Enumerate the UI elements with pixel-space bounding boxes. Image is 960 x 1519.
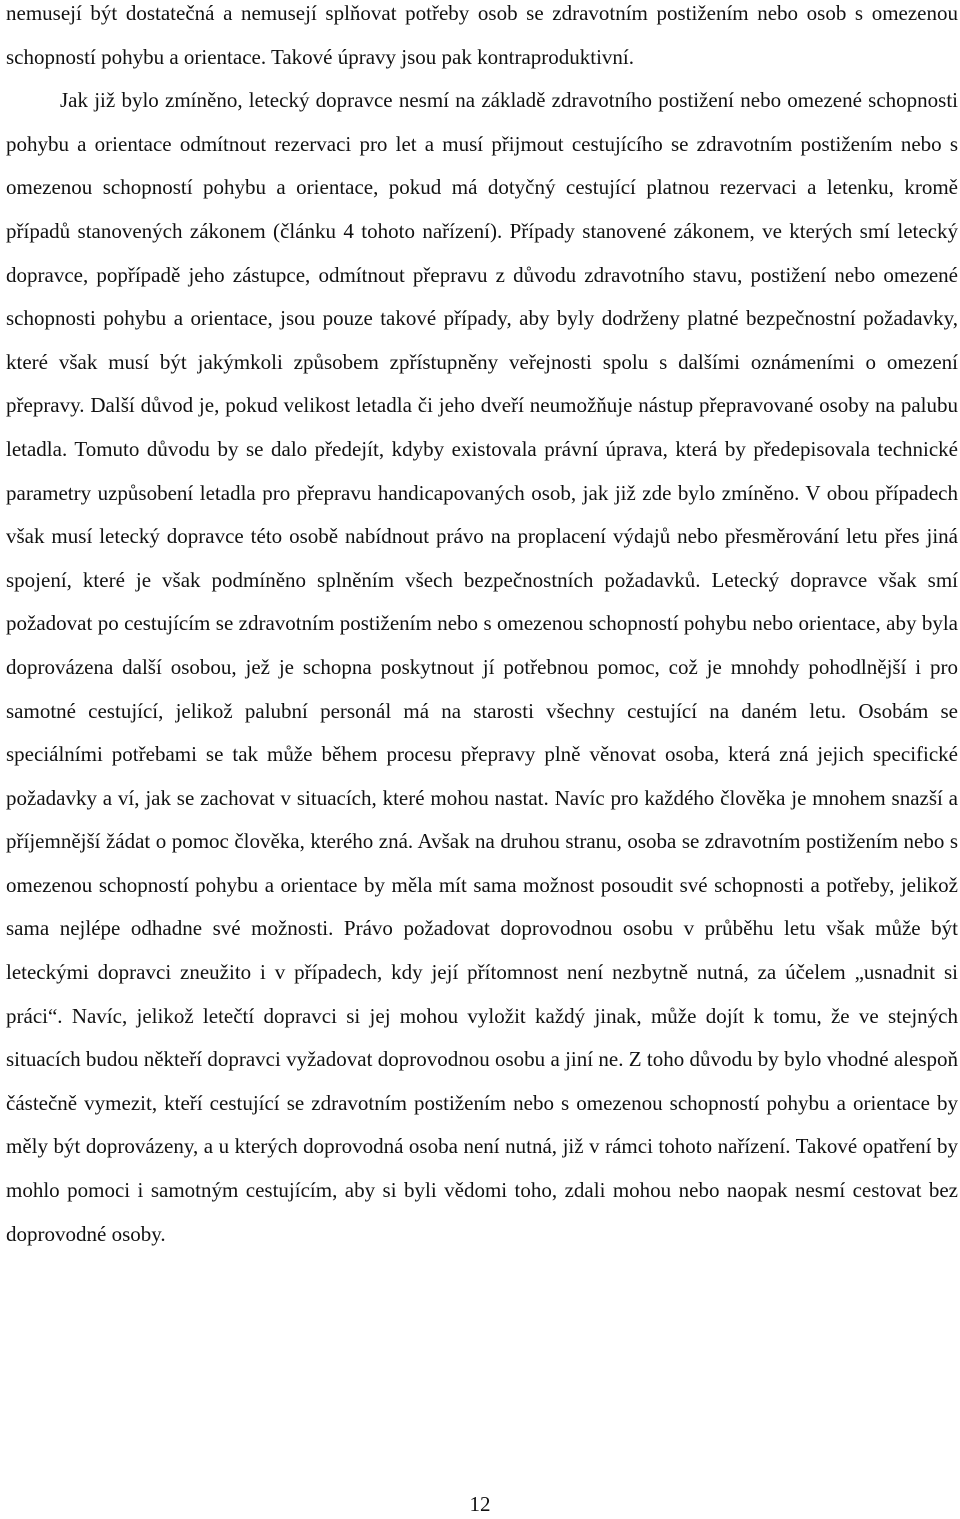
paragraph-main: Jak již bylo zmíněno, letecký dopravce nesmí na základě zdravotního postižení nebo omezené schopnosti pohybu a orientace odmítnout rezervaci pro let a musí přijmout cestujícího se zdravotním postižením nebo s omezenou schopností pohybu a orientace, pokud má dotyčný cestující platnou rezervaci a letenku, kromě případů stanovených zákonem (článku 4 tohoto nařízení). Případy stanovené zákonem, ve kterých smí letecký dopravce, popřípadě jeho zástupce, odmítnout přepravu z důvodu zdravotního stavu, postižení nebo omezené schopnosti pohybu a orientace, jsou pouze takové případy, aby byly dodrženy platné bezpečnostní požadavky, které však musí být jakýmkoli způsobem zpřístupněny veřejnosti spolu s dalšími oznámeními o omezení přepravy. Další důvod je, pokud velikost letadla či jeho dveří neumožňuje nástup přepravované osoby na palubu letadla. Tomuto důvodu by se dalo předejít, kdyby existovala právní úprava, která by předepisovala technické parametry uzpůsobení letadla pro přepravu handicapovaných osob, jak již zde bylo zmíněno. V obou případech však musí letecký dopravce této osobě nabídnout právo na proplacení výdajů nebo přesměrování letu přes jiná spojení, které je však podmíněno splněním všech bezpečnostních požadavků. Letecký dopravce však smí požadovat po cestujícím se zdravotním postižením nebo s omezenou schopností pohybu nebo orientace, aby byla doprovázena další osobou, jež je schopna poskytnout jí potřebnou pomoc, což je mnohdy pohodlnější i pro samotné cestující, jelikož palubní personál má na starosti všechny cestující na daném letu. Osobám se speciálními potřebami se tak může během procesu přepravy plně věnovat osoba, která zná jejich specifické požadavky a ví, jak se zachovat v situacích, které mohou nastat. Navíc pro každého člověka je mnohem snazší a příjemnější žádat o pomoc člověka, kterého zná. Avšak na druhou stranu, osoba se zdravotním postižením nebo s omezenou schopností pohybu a orientace by měla mít sama možnost posoudit své schopnosti a potřeby, jelikož sama nejlépe odhadne své možnosti. Právo požadovat doprovodnou osobu v průběhu letu však může být leteckými dopravci zneužito i v případech, kdy její přítomnost není nezbytně nutná, za účelem „usnadnit si práci“. Navíc, jelikož letečtí dopravci si jej mohou vyložit každý jinak, může dojít k tomu, že ve stejných situacích budou někteří dopravci vyžadovat doprovodnou osobu a jiní ne. Z toho důvodu by bylo vhodné alespoň částečně vymezit, kteří cestující se zdravotním postižením nebo s omezenou schopností pohybu a orientace by měly být doprovázeny, a u kterých doprovodná osoba není nutná, již v rámci tohoto nařízení. Takové opatření by mohlo pomoci i samotným cestujícím, aby si byli vědomi toho, zdali mohou nebo naopak nesmí cestovat bez doprovodné osoby.: [6, 88, 958, 1246]
body-text: [6, 0, 958, 1256]
page-number: 12: [469, 1492, 491, 1516]
paragraph-continued: nemusejí být dostatečná a nemusejí splňovat potřeby osob se zdravotním postižením nebo osob s omezenou schopností pohybu a orientace. Takové úpravy jsou pak kontraproduktivní.: [6, 1, 958, 69]
